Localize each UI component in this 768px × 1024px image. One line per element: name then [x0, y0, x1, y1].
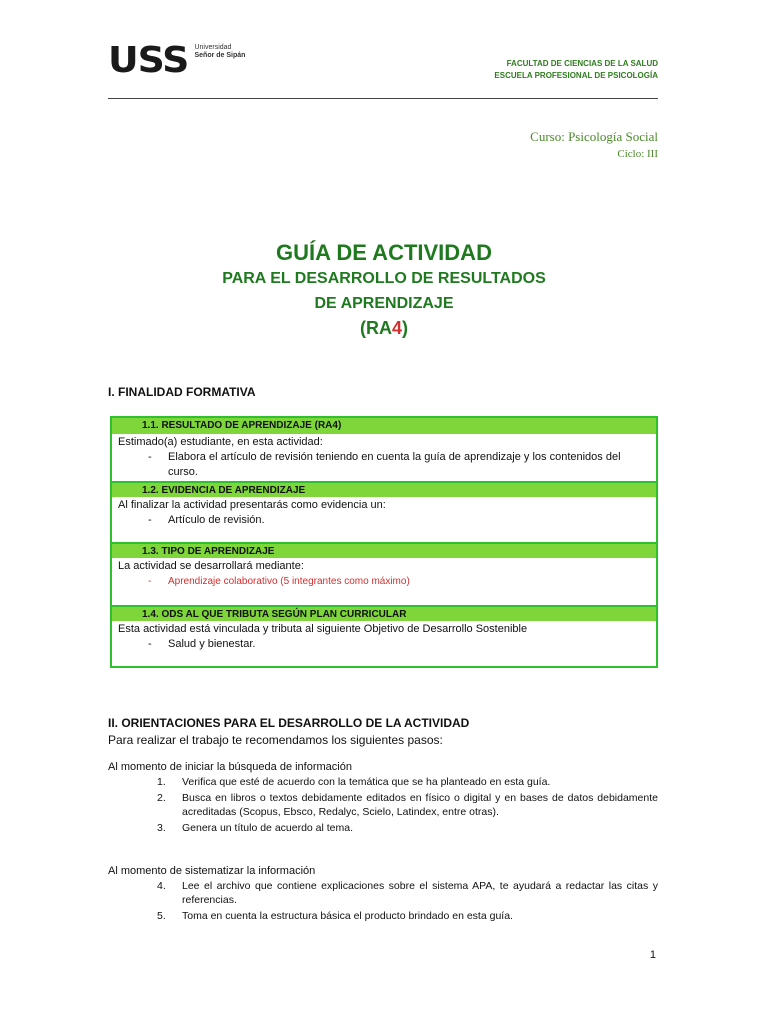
ra-label — [0, 318, 768, 339]
row-header-learning-result: 1.1. RESULTADO DE APRENDIZAJE (RA4) — [112, 418, 656, 434]
list-item — [157, 879, 658, 907]
faculty-name: FACULTAD DE CIENCIAS DE LA SALUD — [506, 59, 658, 68]
section-2-subheading: Para realizar el trabajo te recomendamos los siguientes pasos: — [108, 733, 443, 747]
list-item-text: Aprendizaje colaborativo (5 integrantes como máximo) — [168, 576, 410, 587]
section-2-heading: II. ORIENTACIONES PARA EL DESARROLLO DE LA ACTIVIDAD — [108, 716, 470, 730]
ra-open: (RA — [359, 318, 392, 338]
list-item — [157, 909, 658, 923]
list-item — [118, 450, 650, 480]
university-logo — [108, 40, 246, 81]
formative-table — [110, 416, 658, 668]
header-divider — [108, 98, 658, 99]
row-header-learning-type: 1.3. TIPO DE APRENDIZAJE — [112, 542, 656, 558]
item-text: Lee el archivo que contiene explicaciones sobre el sistema APA, te ayudará a redactar las citas y referencias. — [182, 880, 658, 906]
row-header-ods: 1.4. ODS AL QUE TRIBUTA SEGÚN PLAN CURRICULAR — [112, 605, 656, 621]
row-intro: Esta actividad está vinculada y tributa al siguiente Objetivo de Desarrollo Sostenible — [118, 623, 528, 635]
row-intro: La actividad se desarrollará mediante: — [118, 560, 304, 572]
logo-line-2: Señor de Sipán — [194, 52, 246, 59]
steps-list-1 — [157, 775, 658, 835]
course-info — [530, 129, 658, 161]
section-1-heading: I. FINALIDAD FORMATIVA — [108, 385, 256, 399]
item-number: 1. — [157, 776, 166, 788]
list-item-text: Elabora el artículo de revisión teniendo en cuenta la guía de aprendizaje y los contenidos del curso. — [168, 451, 621, 478]
row-header-evidence: 1.2. EVIDENCIA DE APRENDIZAJE — [112, 481, 656, 497]
doc-title: GUÍA DE ACTIVIDAD — [276, 240, 492, 265]
item-number: 5. — [157, 910, 166, 922]
dash-bullet: - — [148, 451, 152, 463]
ra-close: ) — [402, 318, 408, 338]
item-number: 4. — [157, 880, 166, 892]
list-item-text: Artículo de revisión. — [168, 514, 265, 526]
doc-subtitle-line-1: PARA EL DESARROLLO DE RESULTADOS — [222, 270, 546, 287]
item-text: Toma en cuenta la estructura básica el producto brindado en esta guía. — [182, 910, 513, 922]
list-item — [118, 637, 650, 652]
group-1-title: Al momento de iniciar la búsqueda de información — [108, 761, 352, 773]
dash-bullet: - — [148, 576, 152, 587]
ra-number: 4 — [391, 318, 402, 338]
item-text: Verifica que esté de acuerdo con la temática que se ha planteado en esta guía. — [182, 776, 551, 788]
school-name: ESCUELA PROFESIONAL DE PSICOLOGÍA — [494, 71, 658, 80]
logo-text — [194, 44, 245, 60]
item-number: 3. — [157, 822, 166, 834]
course-cycle: Ciclo: III — [617, 148, 658, 160]
dash-bullet: - — [148, 638, 152, 650]
page-number: 1 — [649, 949, 656, 961]
list-item — [157, 791, 658, 819]
list-item — [118, 513, 650, 528]
dash-bullet: - — [148, 514, 152, 526]
item-text: Busca en libros o textos debidamente editados en físico o digital y en bases de datos debidamente acreditadas (Scopus, Ebsco, Redalyc, Scielo, Latindex, entre otras). — [182, 792, 658, 818]
row-body-learning-result — [112, 434, 656, 481]
list-item — [118, 574, 650, 589]
faculty-heading — [494, 58, 658, 82]
doc-subtitle-line-2: DE APRENDIZAJE — [314, 295, 454, 312]
row-body-learning-type — [112, 558, 656, 605]
list-item-text: Salud y bienestar. — [168, 638, 256, 650]
logo-line-1: Universidad — [194, 44, 232, 51]
item-text: Genera un título de acuerdo al tema. — [182, 822, 354, 834]
logo-mark: USS — [108, 40, 189, 81]
course-name: Curso: Psicología Social — [530, 129, 658, 144]
group-2-title: Al momento de sistematizar la información — [108, 865, 316, 877]
row-intro: Estimado(a) estudiante, en esta actividad: — [118, 436, 323, 448]
list-item — [157, 775, 658, 789]
row-intro: Al finalizar la actividad presentarás como evidencia un: — [118, 499, 386, 511]
item-number: 2. — [157, 792, 166, 804]
row-body-ods — [112, 621, 656, 666]
list-item — [157, 821, 658, 835]
row-body-evidence — [112, 497, 656, 542]
steps-list-2 — [157, 879, 658, 923]
